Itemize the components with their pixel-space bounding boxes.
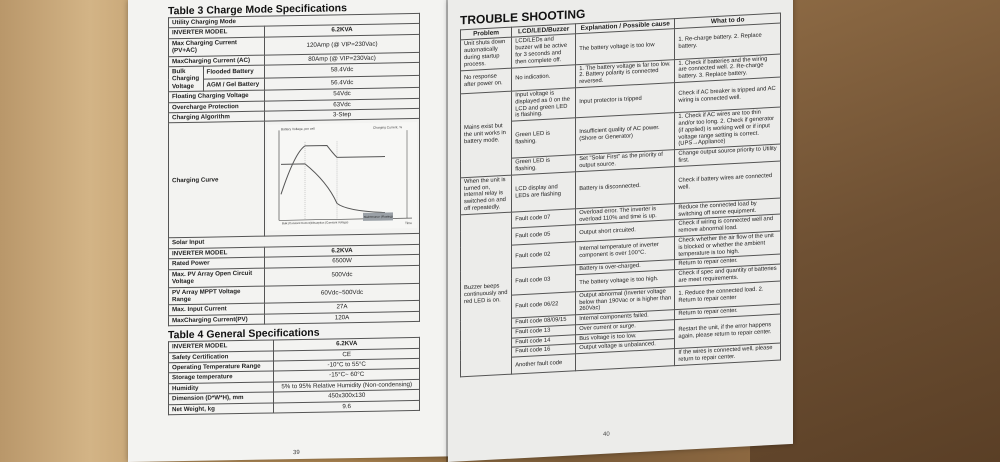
cell-indicator: Fault code 16 (512, 344, 576, 357)
cell-action: 1. Re-charge battery. 2. Replace battery. (675, 23, 781, 59)
cell-action: Check if AC breaker is tripped and AC wiring is connected well. (675, 77, 781, 113)
row-label: Humidity (169, 382, 274, 394)
row-label: MaxCharging Current (AC) (169, 55, 265, 67)
column-header: What to do (675, 13, 781, 29)
cell-cause: Output voltage is unbalanced. (576, 339, 675, 354)
row-label: Rated Power (169, 257, 265, 269)
table4-title: Table 4 General Specifications (168, 326, 320, 342)
row-value: 80Amp (@ VIP=230Vac) (265, 52, 420, 65)
row-value: 63Vdc (265, 98, 420, 111)
row-value: 6.2KVA (265, 244, 420, 257)
cell-indicator: Fault code 07 (512, 209, 576, 229)
row-label: Storage temperature (169, 371, 274, 383)
column-header: Problem (461, 27, 512, 40)
curve-absorption: Absorption (Constant Voltage) (311, 220, 349, 226)
open-manual (128, 0, 790, 462)
row-label: Charging Algorithm (169, 111, 265, 123)
general-spec-table (168, 337, 420, 415)
row-value: 3-Step (265, 108, 420, 121)
row-label: PV Array MPPT Voltage Range (169, 286, 265, 305)
left-page (128, 0, 456, 462)
cell-action: 1. Reduce the connected load. 2. Return to repair center (675, 281, 781, 310)
table3-title: Table 3 Charge Mode Specifications (168, 2, 347, 18)
cell-indicator: Input voltage is displayed as 0 on the LCD and green LED is flashing. (512, 88, 576, 122)
solar-input-header: Solar Input (169, 234, 420, 249)
row-value: 27A (265, 301, 420, 314)
cell-action: Check if wiring is connected well and remove abnormal load. (675, 214, 781, 236)
cell-cause: Output short circuited. (576, 220, 675, 242)
cell-indicator: Fault code 08/09/15 (512, 315, 576, 328)
cell-cause: Internal temperature of inverter component is over 100°C. (576, 237, 675, 266)
row-value: 60Vdc~500Vdc (265, 283, 420, 304)
cell-action: Check if battery wires are connected well. (675, 161, 781, 204)
left-page-content (128, 0, 456, 416)
row-value: 54Vdc (265, 88, 420, 101)
row-value: 6.2KVA (274, 338, 420, 351)
row-label: Flooded Battery (203, 65, 264, 79)
cell-problem: Unit shuts down automatically during startup process. (461, 38, 512, 71)
cell-cause: Input protector is tripped (576, 83, 675, 118)
cell-cause: Battery is over-charged. (576, 260, 675, 275)
row-label: INVERTER MODEL (169, 340, 274, 352)
row-label: Max. Input Current (169, 303, 265, 315)
right-page (448, 0, 793, 462)
cell-indicator: Fault code 03 (512, 265, 576, 295)
column-header: LCD/LED/Buzzer (512, 24, 576, 38)
row-label: Max Charging Current (PV+AC) (169, 37, 265, 56)
cell-indicator: Another fault code (512, 354, 576, 374)
cell-problem: No response after power on. (461, 68, 512, 94)
cell-problem: Buzzer beeps continuously and red LED is on. (461, 212, 512, 377)
row-label: Floating Charging Voltage (169, 90, 265, 102)
cell-action: Return to repair center. (675, 254, 781, 269)
cell-indicator: Green LED is flashing. (512, 155, 576, 175)
page-number: 40 (603, 431, 610, 438)
cell-indicator: LCD display and LEDs are flashing (512, 172, 576, 212)
cell-action: Reduce the connected load by switching off some equipment. (675, 198, 781, 220)
row-label: Safety Certification (169, 350, 274, 362)
row-label: MaxCharging Current(PV) (169, 314, 265, 326)
curve-maintenance: Maintenance (Floating) (364, 214, 393, 220)
cell-action: Restart the unit, if the error happens again, please return to repair center. (675, 314, 781, 349)
cell-action: 1. Check if AC wires are too thin and/or too long. 2. Check if generator (if applied) is working well or if input voltage range setting is correct. (UPS→Appliance) (675, 107, 781, 150)
row-value: 500Vdc (265, 265, 420, 286)
row-label: Max. PV Array Open Circuit Voltage (169, 268, 265, 287)
cell-indicator: LCD/LEDs and buzzer will be active for 3 seconds and then complete off. (512, 34, 576, 68)
row-value: 6.2KVA (265, 24, 420, 37)
row-label: Overcharge Protection (169, 101, 265, 113)
cell-action: Check if spec and quantity of batteries are meet requirements. (675, 264, 781, 286)
cell-action: 1. Check if batteries and the wiring are connected well. 2. Re-charge battery. 3. Replace battery. (675, 54, 781, 83)
cell-cause: Over current or surge. (576, 320, 675, 335)
charging-curve-figure (265, 119, 420, 237)
row-label: INVERTER MODEL (169, 27, 265, 39)
row-value: 6500W (265, 255, 420, 268)
row-label: Dimension (D*W*H), mm (169, 392, 274, 404)
cell-indicator: Green LED is flashing. (512, 118, 576, 158)
trouble-shooting-table (460, 13, 781, 378)
row-value: -15°C~ 60°C (274, 369, 420, 382)
table-row (169, 119, 420, 238)
cell-action: Change output source priority to Utility first. (675, 144, 781, 166)
curve-bulk: Bulk (Constant Current) (282, 221, 312, 226)
column-header: Explanation / Possible cause (576, 19, 675, 35)
row-value: 5% to 95% Relative Humidity (Non-condensing) (274, 379, 420, 392)
row-label: Operating Temperature Range (169, 361, 274, 373)
row-value: 450x300x130 (274, 390, 420, 403)
cell-indicator: Fault code 02 (512, 242, 576, 269)
row-value: -10°C to 55°C (274, 358, 420, 371)
cell-cause: 1. The battery voltage is far too low. 2. Battery polarity is connected reversed. (576, 59, 675, 88)
curve-axis-right: Charging Current, % (373, 125, 403, 130)
cell-cause: Insufficient quality of AC power. (Shore or Generator) (576, 113, 675, 155)
cell-indicator: Fault code 14 (512, 334, 576, 347)
row-value: 120A (265, 311, 420, 324)
cell-cause: The battery voltage is too high. (576, 270, 675, 292)
curve-axis-top: Battery Voltage, per cell (281, 127, 315, 132)
curve-axis-time: Time (405, 221, 412, 226)
trouble-shooting-title: TROUBLE SHOOTING (460, 6, 586, 28)
row-label: INVERTER MODEL (169, 247, 265, 259)
cell-indicator: Fault code 05 (512, 225, 576, 245)
cell-indicator: Fault code 13 (512, 325, 576, 338)
cell-cause: Bus voltage is too low. (576, 329, 675, 344)
row-value: 56.4Vdc (265, 75, 420, 90)
right-page-content (448, 0, 793, 378)
row-label: AGM / Gel Battery (203, 78, 264, 92)
cell-indicator: Fault code 06/22 (512, 292, 576, 319)
row-value: 120Amp (@ VIP=230Vac) (265, 34, 420, 55)
cell-cause: Overload error. The inverter is overload 110% and time is up. (576, 203, 675, 225)
cell-cause: Internal components failed. (576, 310, 675, 325)
cell-problem: When the unit is turned on, internal relay is switched on and off repeatedly. (461, 175, 512, 215)
row-value: CE (274, 348, 420, 361)
cell-action: If the wires is connected well, please return to repair center. (675, 343, 781, 365)
charging-curve-label: Charging Curve (169, 122, 265, 239)
bulk-label: Bulk Charging Voltage (169, 66, 204, 92)
cell-cause: Battery is disconnected. (576, 166, 675, 208)
cell-action: Check whether the air flow of the unit is blocked or whether the ambient temperature is too high. (675, 231, 781, 260)
cell-cause: Output abnormal (Inverter voltage below than 190Vac or is higher than 260Vac) (576, 286, 675, 315)
page-number: 39 (293, 450, 300, 457)
charging-curve-svg (267, 122, 417, 231)
cell-action: Return to repair center. (675, 304, 781, 319)
utility-header: Utility Charging Mode (169, 13, 420, 28)
cell-indicator: No indication. (512, 64, 576, 91)
cell-cause: Set "Solar First" as the priority of output source. (576, 150, 675, 172)
row-value: 58.4Vdc (265, 62, 420, 77)
row-label: Net Weight, kg (169, 403, 274, 415)
row-value: 9.6 (274, 400, 420, 413)
cell-problem: Mains exist but the unit works in battery mode. (461, 91, 512, 177)
cell-cause: The battery voltage is too low (576, 29, 675, 64)
charge-mode-table (168, 13, 420, 327)
